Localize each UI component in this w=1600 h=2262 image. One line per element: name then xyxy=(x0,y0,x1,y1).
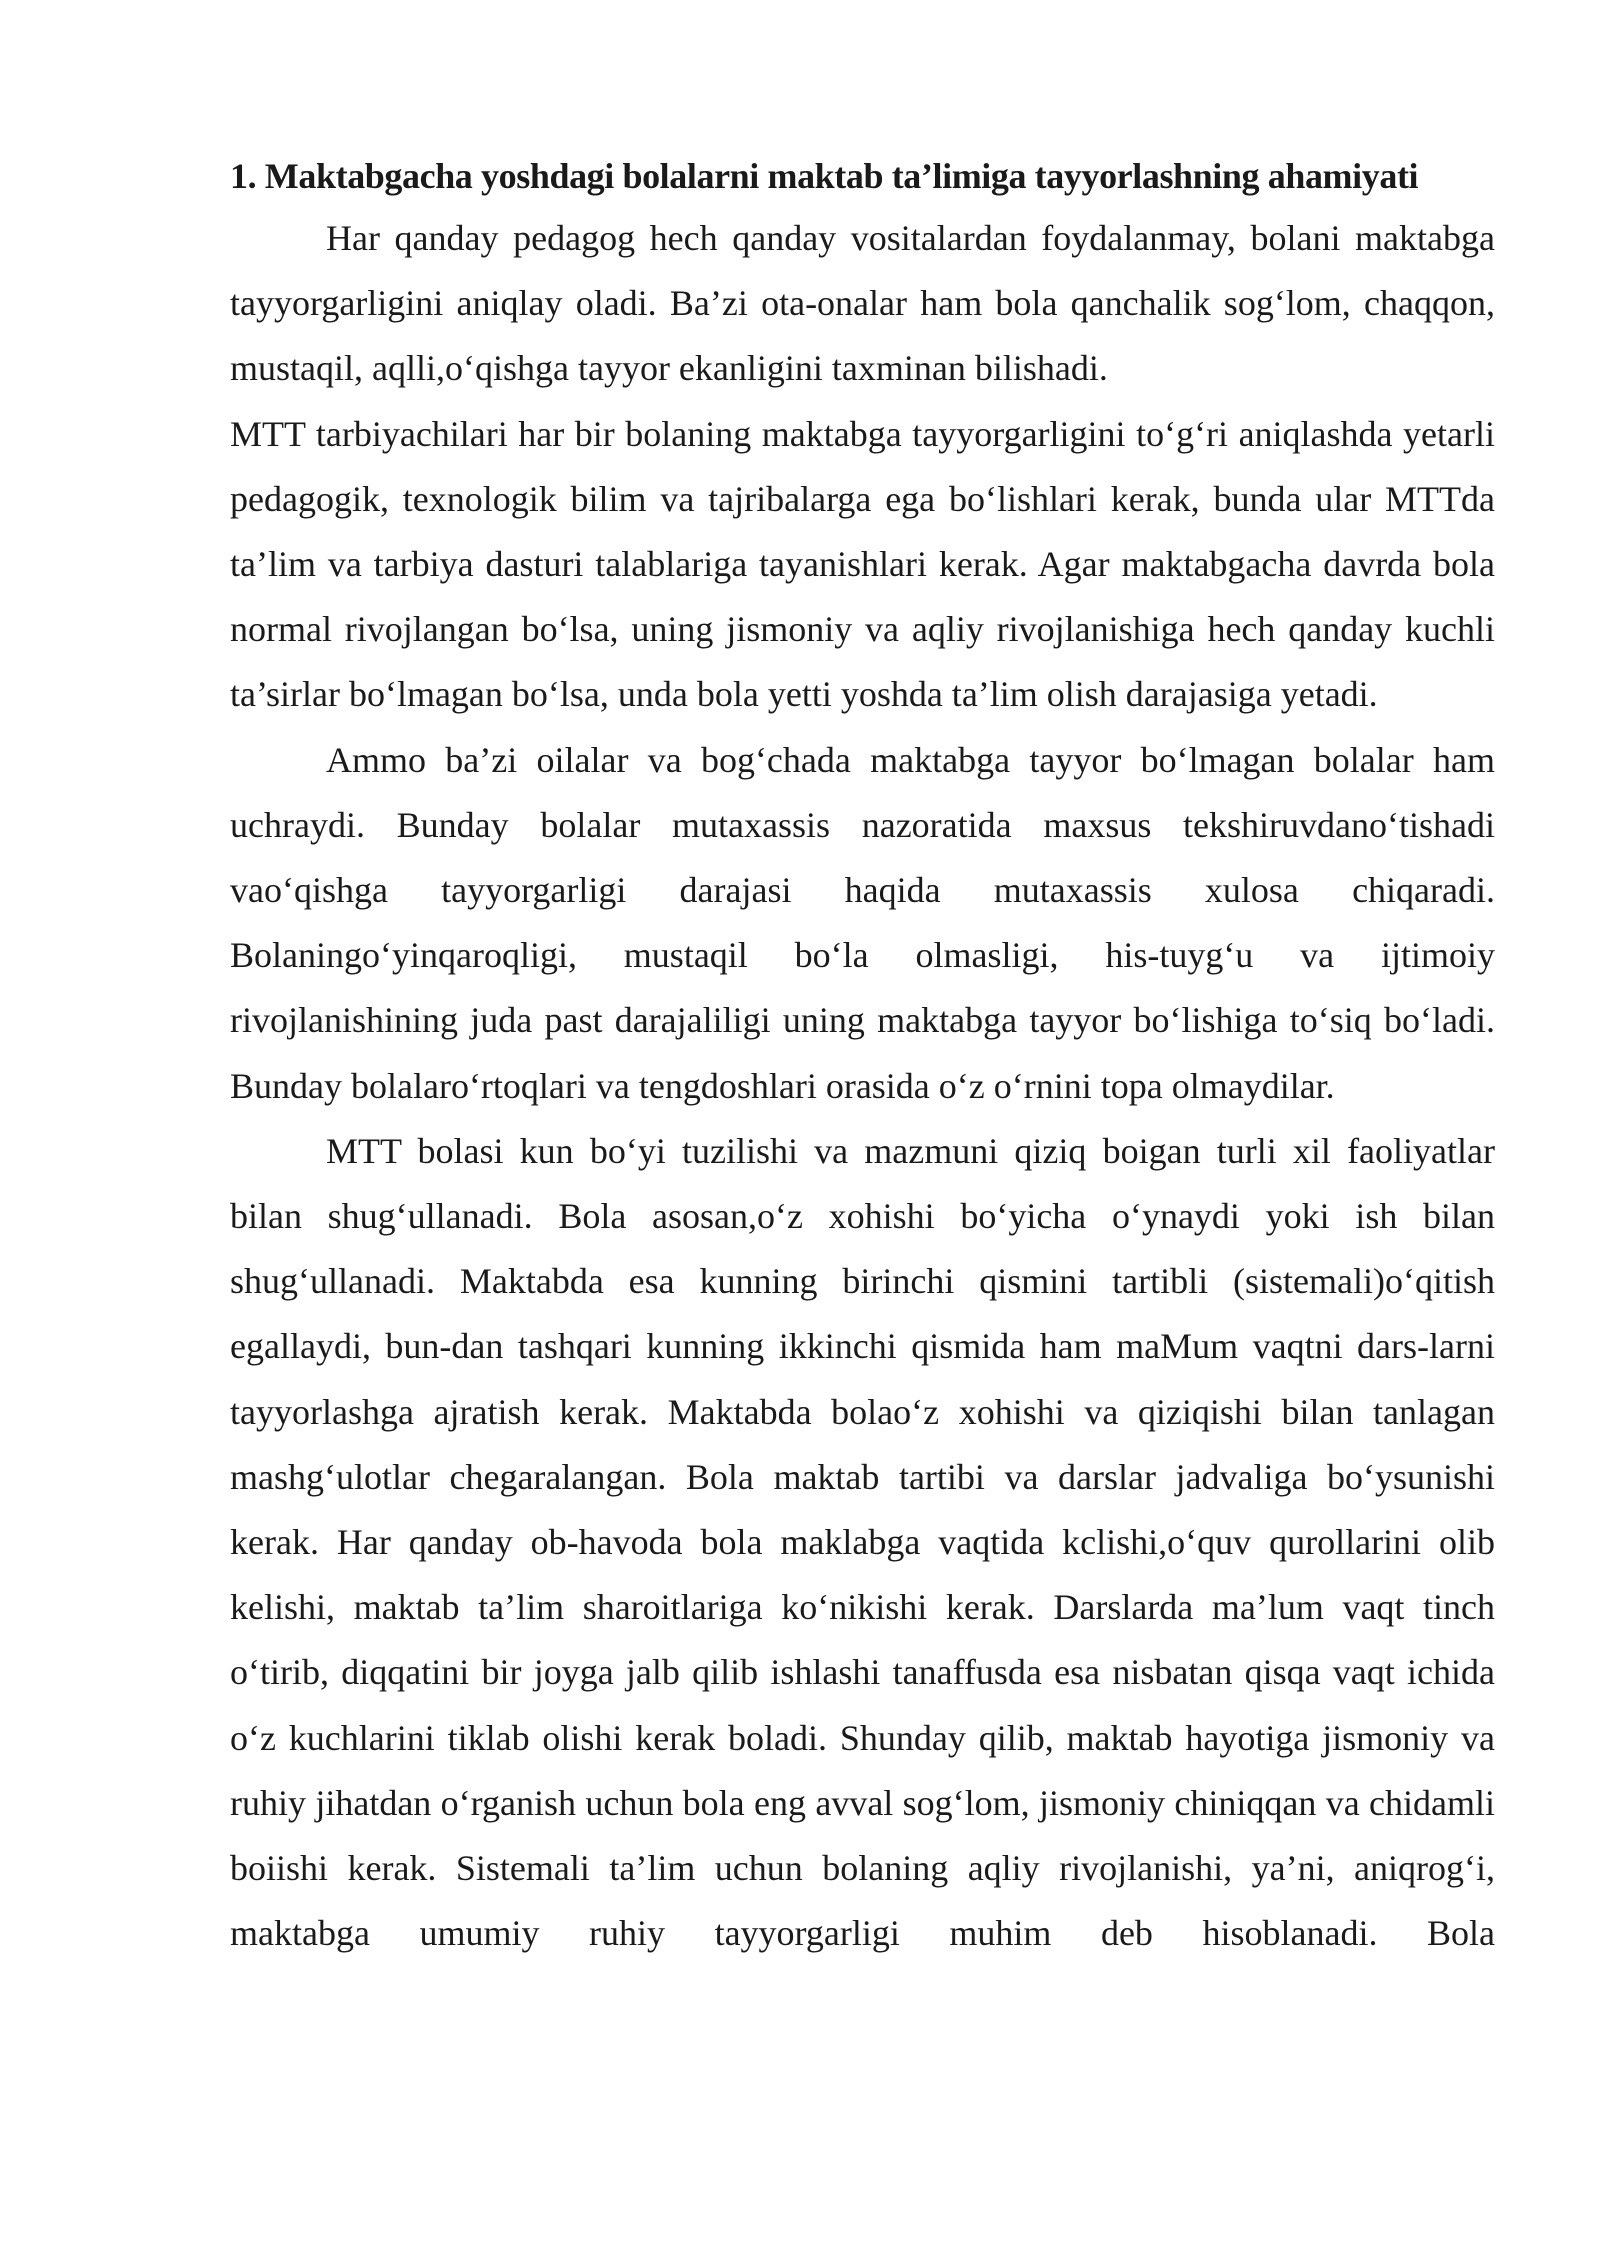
paragraph-1: Har qanday pedagog hech qanday vositalardan foydalanmay, bolani maktabga tayyorgarligini aniqlay oladi. Ba’zi ota-onalar ham bola qanchalik sog‘lom, chaqqon, mustaqil, aqlli,o‘qishga tayyor ekanligini taxminan bilishadi. xyxy=(230,218,1495,389)
document-body xyxy=(230,146,1495,1966)
paragraph-2: MTT tarbiyachilari har bir bolaning maktabga tayyorgarligini to‘g‘ri aniqlashda yetarli pedagogik, texnologik bilim va tajribalarga ega bo‘lishlari kerak, bunda ular MTTda ta’lim va tarbiya dasturi talablariga tayanishlari kerak. Agar maktabgacha davrda bola normal rivojlangan bo‘lsa, uning jismoniy va aqliy rivojlanishiga hech qanday kuchli ta’sirlar bo‘lmagan bo‘lsa, unda bola yetti yoshda ta’lim olish darajasiga yetadi. xyxy=(230,413,1495,715)
paragraph-4: MTT bolasi kun bo‘yi tuzilishi va mazmuni qiziq boigan turli xil faoliyatlar bilan shug‘ullanadi. Bola asosan,o‘z xohishi bo‘yicha o‘ynaydi yoki ish bilan shug‘ullanadi. Maktabda esa kunning birinchi qismini tartibli (sistemali)o‘qitish egallaydi, bun-dan tashqari kunning ikkinchi qismida ham maMum vaqtni dars-larni tayyorlashga ajratish kerak. Maktabda bolao‘z xohishi va qiziqishi bilan tanlagan mashg‘ulotlar chegaralangan. Bola maktab tartibi va darslar jadvaliga bo‘ysunishi kerak. Har qanday ob-havoda bola maklabga vaqtida kclishi,o‘quv qurollarini olib kelishi, maktab ta’lim sharoitlariga ko‘nikishi kerak. Darslarda ma’lum vaqt tinch o‘tirib, diqqatini bir joyga jalb qilib ishlashi tanaffusda esa nisbatan qisqa vaqt ichida o‘z kuchlarini tiklab olishi kerak boladi. Shunday qilib, maktab hayotiga jismoniy va ruhiy jihatdan o‘rganish uchun bola eng avval sog‘lom, jismoniy chiniqqan va chidamli boiishi kerak. Sistemali ta’lim uchun bolaning aqliy rivojlanishi, ya’ni, aniqrog‘i, maktabga umumiy ruhiy tayyorgarligi muhim deb hisoblanadi. Bola xyxy=(230,1130,1495,1954)
section-heading: 1. Maktabgacha yoshdagi bolalarni maktab ta’limiga tayyorlashning ahamiyati xyxy=(230,156,1419,196)
paragraph-3: Ammo ba’zi oilalar va bog‘chada maktabga tayyor bo‘lmagan bolalar ham uchraydi. Bunday bolalar mutaxassis nazoratida maxsus tekshiruvdano‘tishadi vao‘qishga tayyorgarligi darajasi haqida mutaxassis xulosa chiqaradi. Bolaningo‘yinqaroqligi, mustaqil bo‘la olmasligi, his-tuyg‘u va ijtimoiy rivojlanishining juda past darajaliligi uning maktabga tayyor bo‘lishiga to‘siq bo‘ladi. Bunday bolalaro‘rtoqlari va tengdoshlari orasida o‘z o‘rnini topa olmaydilar. xyxy=(230,739,1495,1106)
